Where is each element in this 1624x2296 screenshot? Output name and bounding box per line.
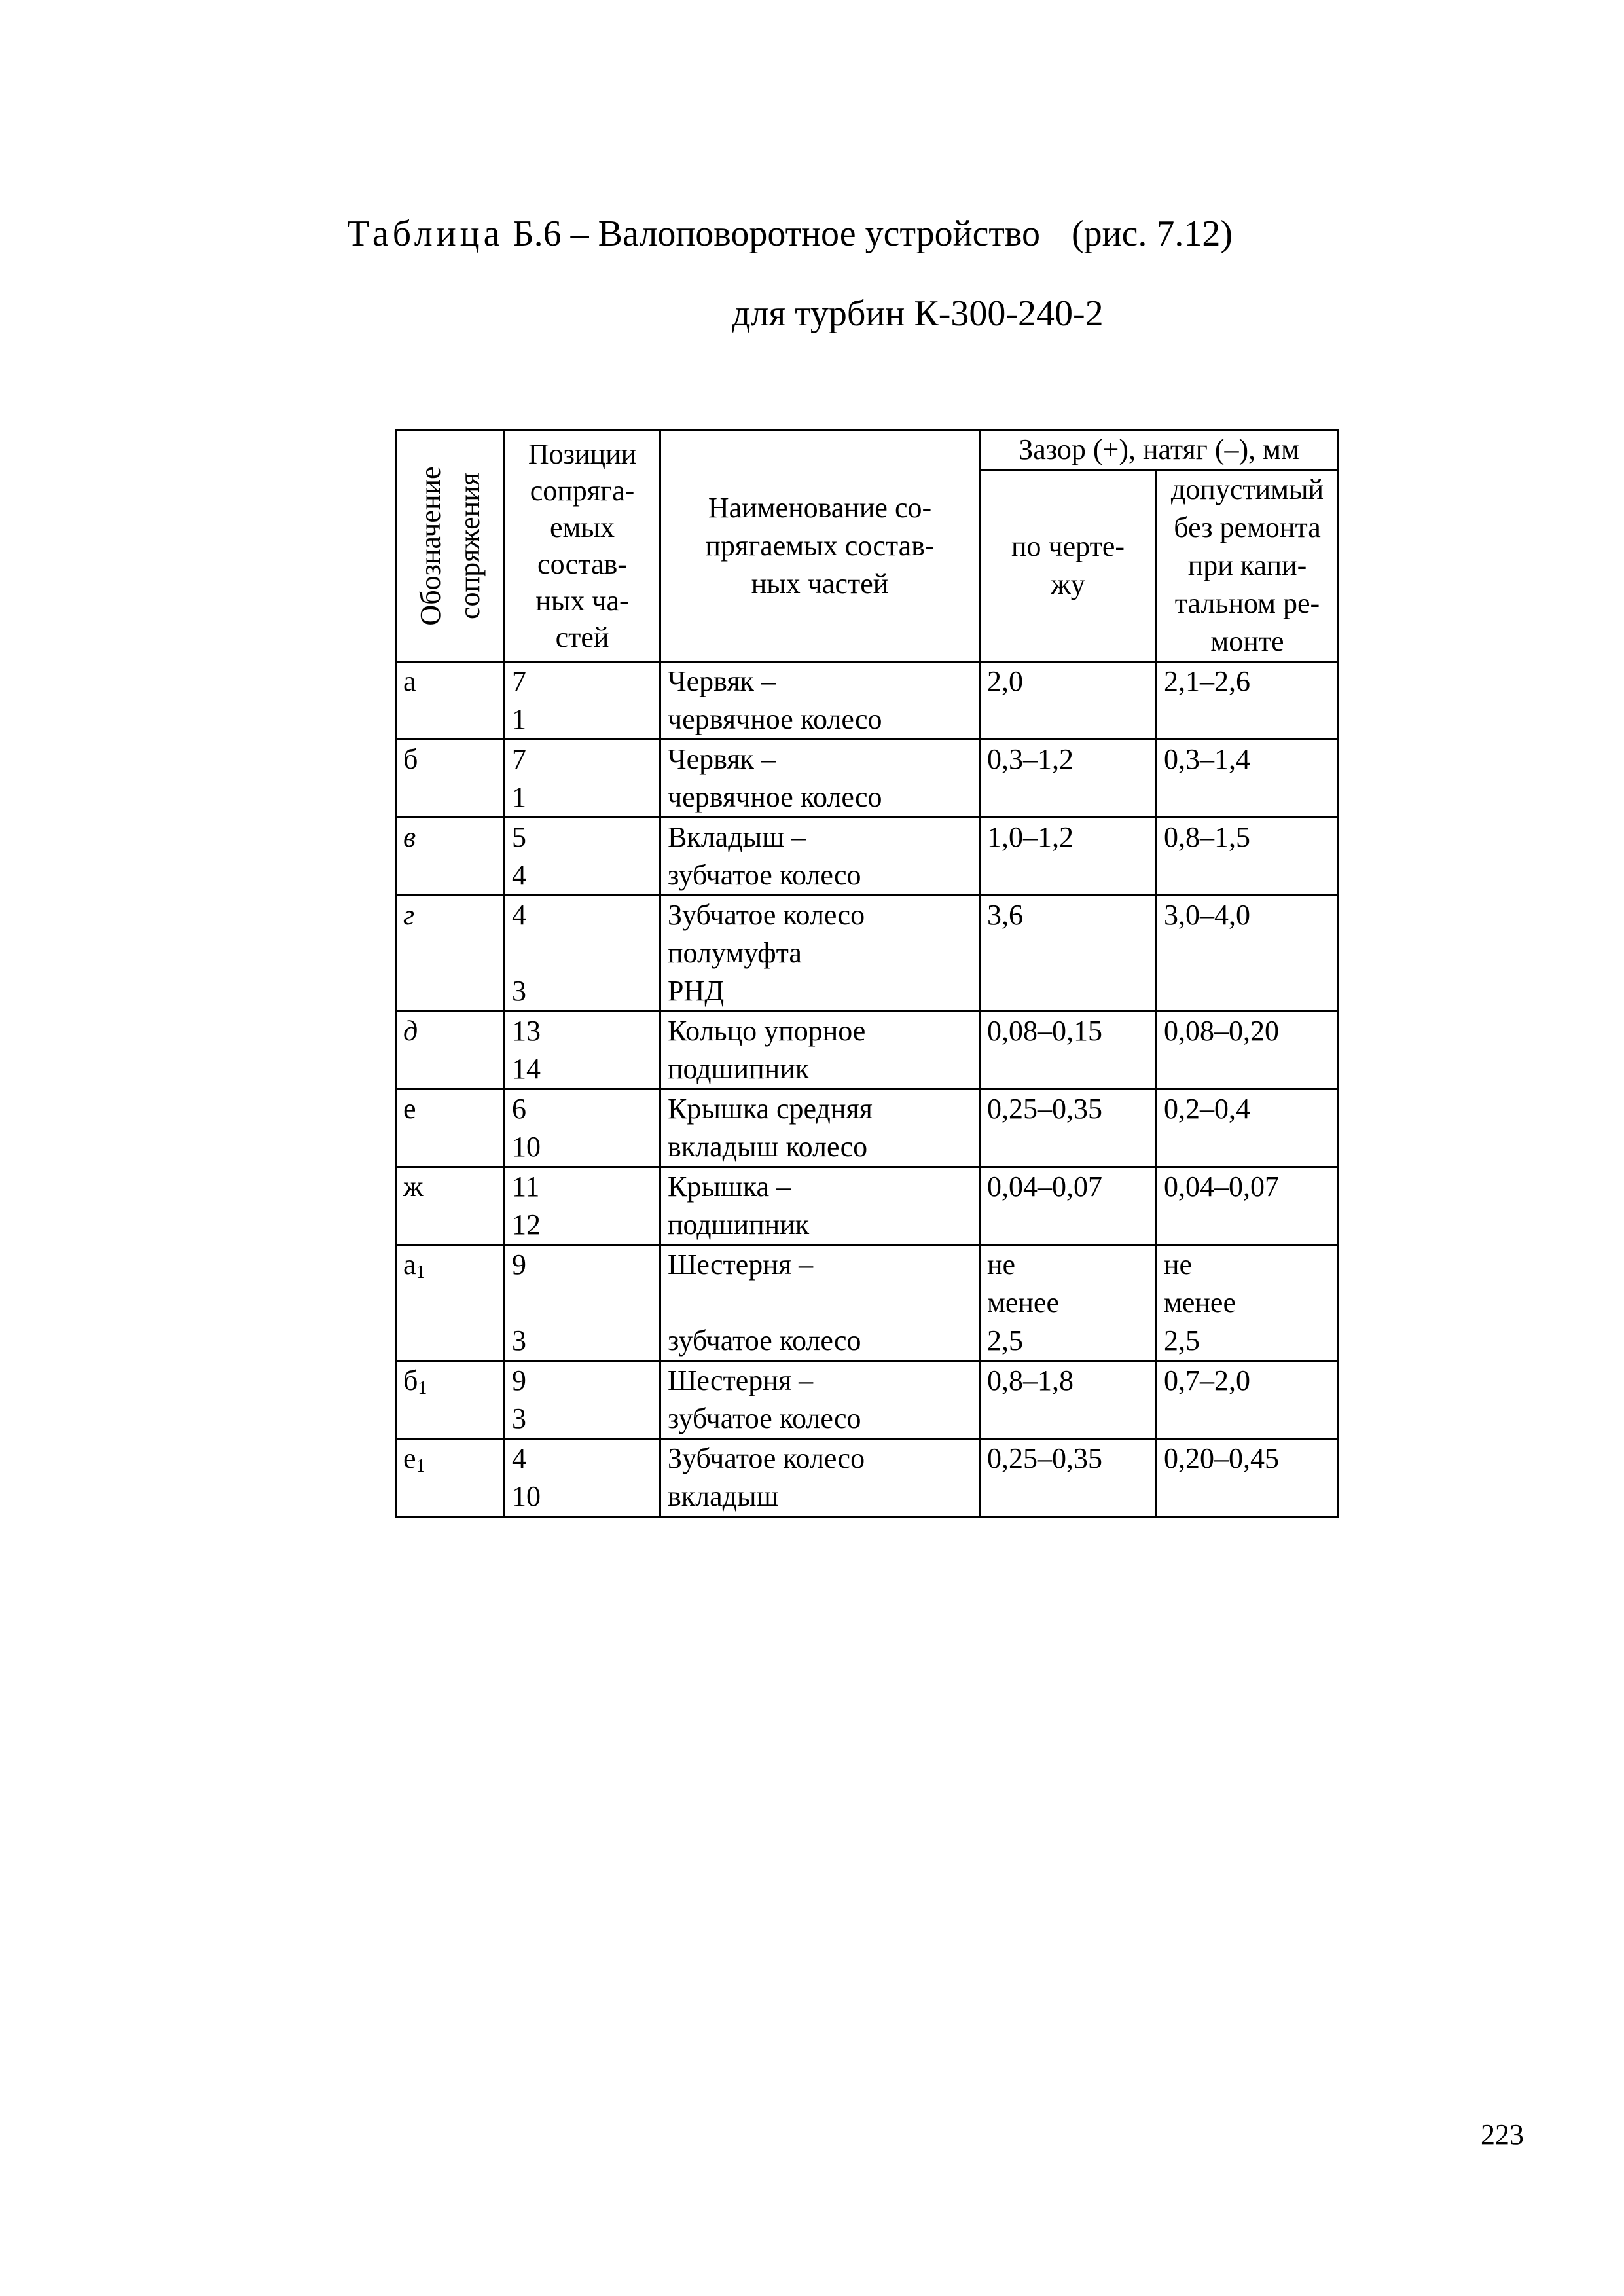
designation-letter: е — [403, 1093, 416, 1125]
cell-by-drawing-line: 2,0 — [987, 665, 1023, 697]
cell-allowed — [1157, 740, 1339, 818]
cell-positions — [505, 1361, 660, 1439]
table-title — [347, 213, 1624, 255]
tolerance-table — [395, 429, 1339, 1518]
table-row — [396, 1011, 1339, 1089]
cell-names-line: зубчатое колесо — [668, 1324, 861, 1357]
cell-designation — [396, 1439, 505, 1517]
cell-positions — [505, 896, 660, 1011]
designation-letter: е — [403, 1442, 416, 1474]
cell-by-drawing — [980, 1011, 1157, 1089]
cell-names-line: полумуфта — [668, 937, 802, 969]
cell-names-line: зубчатое колесо — [668, 859, 861, 891]
cell-positions-line: 12 — [512, 1209, 541, 1241]
cell-allowed — [1157, 662, 1339, 740]
cell-names — [660, 818, 980, 896]
table-row — [396, 1245, 1339, 1361]
cell-positions-line: 3 — [512, 1324, 526, 1357]
cell-positions-line: 4 — [512, 859, 526, 891]
cell-designation — [396, 1011, 505, 1089]
cell-by-drawing-line: 0,25–0,35 — [987, 1093, 1102, 1125]
cell-names — [660, 1089, 980, 1167]
cell-by-drawing — [980, 1439, 1157, 1517]
cell-by-drawing-line: 0,3–1,2 — [987, 743, 1074, 775]
cell-names-line: Зубчатое колесо — [668, 899, 865, 931]
cell-by-drawing-line: 0,04–0,07 — [987, 1171, 1102, 1203]
cell-designation — [396, 1089, 505, 1167]
cell-names — [660, 1439, 980, 1517]
cell-allowed-line: 0,08–0,20 — [1164, 1015, 1279, 1047]
cell-by-drawing — [980, 896, 1157, 1011]
cell-positions-line: 1 — [512, 781, 526, 813]
table-row — [396, 662, 1339, 740]
cell-by-drawing — [980, 740, 1157, 818]
cell-by-drawing — [980, 1167, 1157, 1245]
cell-positions — [505, 1439, 660, 1517]
cell-names-line: подшипник — [668, 1053, 810, 1085]
cell-positions-line — [512, 1284, 653, 1322]
cell-by-drawing-line: 0,8–1,8 — [987, 1364, 1074, 1396]
cell-allowed — [1157, 818, 1339, 896]
cell-positions — [505, 1011, 660, 1089]
cell-allowed — [1157, 1361, 1339, 1439]
cell-allowed-line: 0,7–2,0 — [1164, 1364, 1250, 1396]
designation-subscript: 1 — [416, 1262, 425, 1283]
table-subtitle: для турбин К-300-240-2 — [732, 293, 1104, 334]
cell-names — [660, 1361, 980, 1439]
cell-names-line: зубчатое колесо — [668, 1402, 861, 1434]
cell-names-line: червячное колесо — [668, 703, 882, 735]
cell-allowed — [1157, 896, 1339, 1011]
cell-designation — [396, 1167, 505, 1245]
cell-designation — [396, 818, 505, 896]
cell-by-drawing — [980, 1361, 1157, 1439]
header-positions: Позиции сопряга- емых состав- ных ча- стей — [505, 430, 660, 662]
cell-positions-line: 7 — [512, 665, 526, 697]
header-designation-line-1: Обозначение — [414, 465, 446, 626]
cell-names — [660, 896, 980, 1011]
cell-positions — [505, 1167, 660, 1245]
figure-reference: (рис. 7.12) — [1071, 213, 1233, 254]
cell-allowed — [1157, 1089, 1339, 1167]
designation-letter: ж — [403, 1171, 424, 1203]
cell-names-line: Крышка – — [668, 1171, 791, 1203]
cell-names — [660, 1167, 980, 1245]
cell-positions-line: 9 — [512, 1248, 526, 1281]
cell-allowed-line: 0,04–0,07 — [1164, 1171, 1279, 1203]
cell-positions-line: 14 — [512, 1053, 541, 1085]
table-label: Таблица — [347, 213, 504, 254]
cell-names — [660, 662, 980, 740]
cell-names-line — [668, 1284, 972, 1322]
designation-subscript: 1 — [418, 1378, 427, 1398]
cell-positions — [505, 1089, 660, 1167]
designation-letter: в — [403, 821, 416, 853]
cell-positions-line: 4 — [512, 899, 526, 931]
cell-positions-line: 5 — [512, 821, 526, 853]
header-name: Наименование со- прягаемых состав- ных частей — [660, 430, 980, 662]
cell-by-drawing-line: не — [987, 1248, 1016, 1281]
cell-designation — [396, 740, 505, 818]
cell-positions — [505, 662, 660, 740]
cell-positions — [505, 1245, 660, 1361]
cell-allowed — [1157, 1167, 1339, 1245]
cell-positions-line: 3 — [512, 975, 526, 1007]
cell-names — [660, 1011, 980, 1089]
cell-names-line: червячное колесо — [668, 781, 882, 813]
header-by-drawing: по черте- жу — [980, 470, 1157, 662]
cell-by-drawing-line: менее — [987, 1286, 1059, 1319]
designation-letter: а — [403, 665, 416, 697]
designation-letter: б — [403, 1364, 418, 1396]
cell-names — [660, 1245, 980, 1361]
cell-positions-line: 4 — [512, 1442, 526, 1474]
table-row — [396, 740, 1339, 818]
cell-positions — [505, 740, 660, 818]
cell-by-drawing-line: 0,25–0,35 — [987, 1442, 1102, 1474]
cell-allowed-line: 0,2–0,4 — [1164, 1093, 1250, 1125]
cell-names-line: Червяк – — [668, 665, 776, 697]
cell-positions-line: 10 — [512, 1480, 541, 1512]
header-designation — [396, 430, 505, 662]
cell-positions-line: 11 — [512, 1171, 540, 1203]
cell-names-line: вкладыш — [668, 1480, 779, 1512]
table-row — [396, 1439, 1339, 1517]
table-row — [396, 818, 1339, 896]
cell-names-line: Зубчатое колесо — [668, 1442, 865, 1474]
cell-by-drawing-line: 2,5 — [987, 1324, 1023, 1357]
header-designation-line-2: сопряжения — [453, 472, 486, 619]
cell-by-drawing-line: 1,0–1,2 — [987, 821, 1074, 853]
cell-positions-line: 9 — [512, 1364, 526, 1396]
cell-designation — [396, 662, 505, 740]
cell-designation — [396, 1361, 505, 1439]
cell-names-line: вкладыш колесо — [668, 1131, 868, 1163]
cell-by-drawing — [980, 818, 1157, 896]
cell-positions — [505, 818, 660, 896]
cell-names-line: Крышка средняя — [668, 1093, 873, 1125]
cell-allowed-line: 3,0–4,0 — [1164, 899, 1250, 931]
cell-positions-line — [512, 934, 653, 972]
cell-allowed — [1157, 1439, 1339, 1517]
header-allowed: допустимый без ремонта при капи- тальном ре- монте — [1157, 470, 1339, 662]
cell-names-line: Вкладыш – — [668, 821, 806, 853]
cell-positions-line: 1 — [512, 703, 526, 735]
cell-names-line: Шестерня – — [668, 1248, 814, 1281]
cell-allowed-line: 0,3–1,4 — [1164, 743, 1250, 775]
cell-names-line: РНД — [668, 975, 725, 1007]
designation-letter: б — [403, 743, 418, 775]
cell-allowed — [1157, 1245, 1339, 1361]
cell-positions-line: 13 — [512, 1015, 541, 1047]
cell-positions-line: 6 — [512, 1093, 526, 1125]
cell-by-drawing-line: 3,6 — [987, 899, 1023, 931]
cell-by-drawing — [980, 1089, 1157, 1167]
designation-letter: г — [403, 899, 415, 931]
cell-designation — [396, 1245, 505, 1361]
cell-allowed-line: 0,20–0,45 — [1164, 1442, 1279, 1474]
designation-letter: д — [403, 1015, 418, 1047]
table-row — [396, 1167, 1339, 1245]
designation-subscript: 1 — [416, 1456, 425, 1476]
table-body — [396, 662, 1339, 1517]
cell-allowed-line: менее — [1164, 1286, 1236, 1319]
cell-names-line: Червяк – — [668, 743, 776, 775]
header-gap-group: Зазор (+), натяг (–), мм — [980, 430, 1339, 470]
cell-names-line: подшипник — [668, 1209, 810, 1241]
table-caption: Б.6 – Валоповоротное устройство — [513, 213, 1040, 254]
cell-allowed-line: не — [1164, 1248, 1193, 1281]
cell-designation — [396, 896, 505, 1011]
page-number: 223 — [1481, 2119, 1524, 2151]
cell-names — [660, 740, 980, 818]
table-row — [396, 1361, 1339, 1439]
cell-by-drawing-line: 0,08–0,15 — [987, 1015, 1102, 1047]
cell-by-drawing — [980, 1245, 1157, 1361]
designation-letter: а — [403, 1248, 416, 1281]
cell-allowed — [1157, 1011, 1339, 1089]
cell-allowed-line: 0,8–1,5 — [1164, 821, 1250, 853]
table-row — [396, 1089, 1339, 1167]
cell-names-line: Кольцо упорное — [668, 1015, 866, 1047]
cell-positions-line: 10 — [512, 1131, 541, 1163]
cell-allowed-line: 2,1–2,6 — [1164, 665, 1250, 697]
cell-positions-line: 7 — [512, 743, 526, 775]
cell-by-drawing — [980, 662, 1157, 740]
cell-names-line: Шестерня – — [668, 1364, 814, 1396]
cell-positions-line: 3 — [512, 1402, 526, 1434]
cell-allowed-line: 2,5 — [1164, 1324, 1200, 1357]
table-row — [396, 896, 1339, 1011]
